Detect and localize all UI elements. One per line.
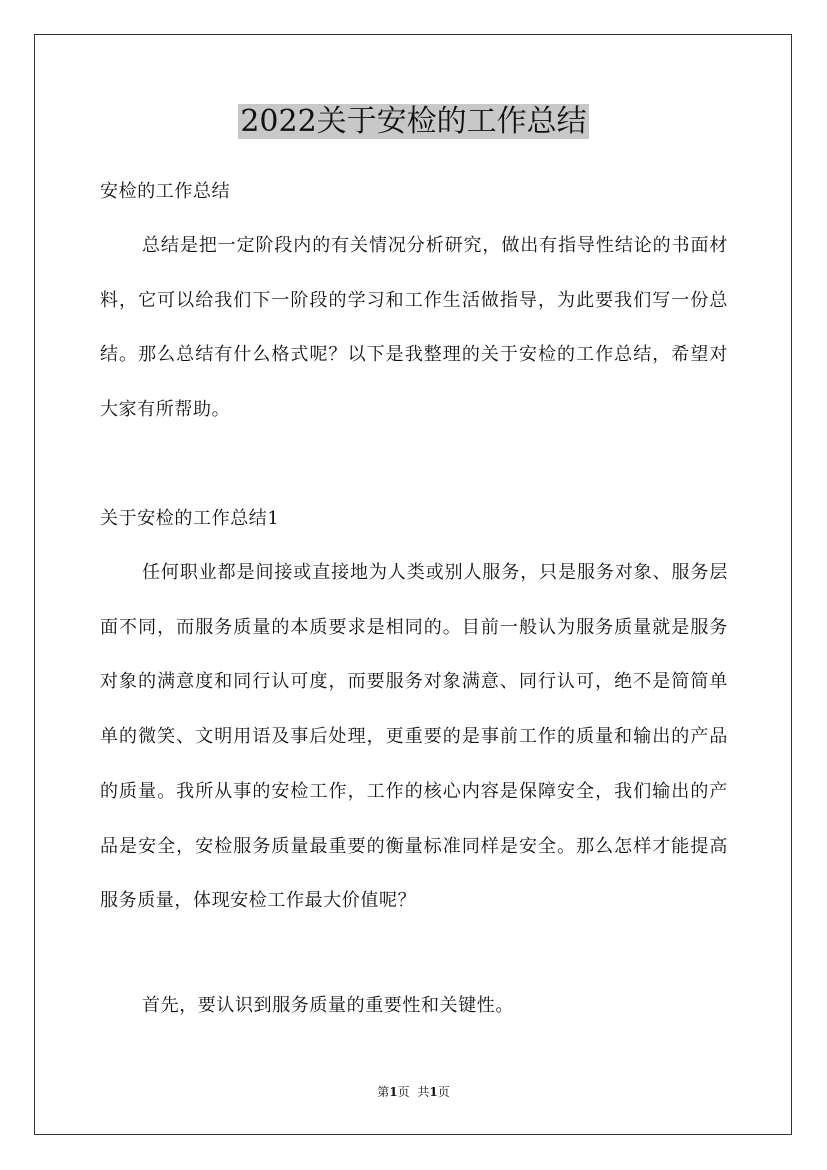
intro-paragraph: 总结是把一定阶段内的有关情况分析研究，做出有指导性结论的书面材料，它可以给我们下一阶段的学习和工作生活做指导，为此要我们写一份总结。那么总结有什么格式呢？以下是我整理的关于安检的工作总结，希望对大家有所帮助。: [100, 235, 728, 421]
footer-page-suffix: 页: [397, 1085, 410, 1099]
footer-total-pages: 1: [429, 1085, 438, 1099]
footer-page-prefix: 第: [377, 1085, 390, 1099]
subsection-heading: 关于安检的工作总结1: [100, 508, 280, 529]
footer-total-prefix: 共: [417, 1085, 430, 1099]
section-heading: 安检的工作总结: [100, 181, 231, 202]
document-title: [0, 100, 827, 144]
body-paragraph: 首先，要认识到服务质量的重要性和关键性。: [142, 995, 514, 1016]
footer-page-number: 1: [389, 1085, 398, 1099]
page-footer: [0, 1083, 827, 1101]
document-title-text: 2022关于安检的工作总结: [240, 104, 587, 139]
footer-total-suffix: 页: [437, 1085, 450, 1099]
body-paragraph: 任何职业都是间接或直接地为人类或别人服务，只是服务对象、服务层面不同，而服务质量的本质要求是相同的。目前一般认为服务质量就是服务对象的满意度和同行认可度，而要服务对象满意、同行认可，绝不是简简单单的微笑、文明用语及事后处理，更重要的是事前工作的质量和输出的产品的质量。我所从事的安检工作，工作的核心内容是保障安全，我们输出的产品是安全，安检服务质量最重要的衡量标准同样是安全。那么怎样才能提高服务质量，体现安检工作最大价值呢？: [100, 562, 728, 912]
